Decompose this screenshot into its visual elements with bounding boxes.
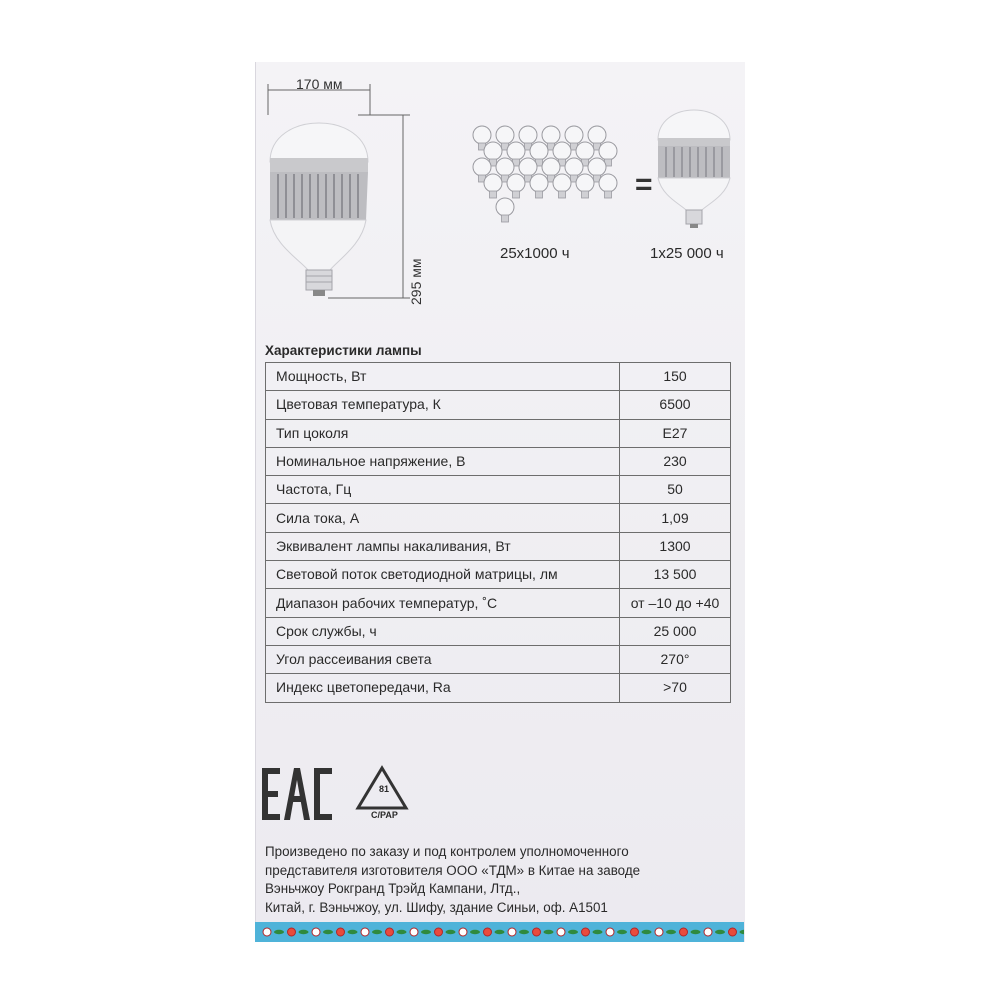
- certification-marks: [262, 760, 422, 830]
- spec-value: 6500: [620, 391, 731, 419]
- table-row: [266, 363, 731, 391]
- spec-name: Срок службы, ч: [266, 617, 620, 645]
- bulb-icon: [258, 70, 418, 310]
- recycle-material: C/PAP: [371, 810, 398, 820]
- spec-name: Эквивалент лампы накаливания, Вт: [266, 532, 620, 560]
- specs-table: [265, 362, 731, 703]
- bulbs-comparison-graphic: [460, 95, 745, 240]
- ornament-border: [255, 922, 744, 942]
- spec-value: 150: [620, 363, 731, 391]
- spec-name: Мощность, Вт: [266, 363, 620, 391]
- spec-value: от –10 до +40: [620, 589, 731, 617]
- eac-mark-icon: [262, 768, 332, 820]
- height-dimension-label: 295 мм: [408, 258, 424, 305]
- table-row: [266, 561, 731, 589]
- ornament-icon: [255, 922, 744, 942]
- manufacturer-line: Китай, г. Вэньчжоу, ул. Шифу, здание Синьи, оф. А1501: [265, 899, 608, 915]
- spec-value: E27: [620, 419, 731, 447]
- manufacturer-line: Вэньчжоу Рокгранд Трэйд Кампани, Лтд.,: [265, 881, 521, 897]
- spec-value: 13 500: [620, 561, 731, 589]
- spec-value: >70: [620, 674, 731, 702]
- spec-name: Цветовая температура, К: [266, 391, 620, 419]
- table-row: [266, 447, 731, 475]
- spec-name: Световой поток светодиодной матрицы, лм: [266, 561, 620, 589]
- lifespan-comparison: [460, 95, 745, 270]
- spec-name: Диапазон рабочих температур, ˚С: [266, 589, 620, 617]
- width-dimension-label: 170 мм: [296, 76, 343, 92]
- equals-sign: =: [635, 168, 653, 201]
- manufacturer-line: представителя изготовителя ООО «ТДМ» в Китае на заводе: [265, 862, 641, 878]
- manufacturer-info: [265, 843, 735, 917]
- spec-value: 270°: [620, 645, 731, 673]
- table-row: [266, 645, 731, 673]
- spec-name: Номинальное напряжение, В: [266, 447, 620, 475]
- table-row: [266, 532, 731, 560]
- recycle-code: 81: [379, 784, 390, 794]
- manufacturer-line: Произведено по заказу и под контролем уполномоченного: [265, 844, 629, 859]
- lamp-dimension-drawing: [258, 70, 424, 310]
- spec-name: Индекс цветопередачи, Ra: [266, 674, 620, 702]
- specs-title: Характеристики лампы: [265, 343, 422, 358]
- table-row: [266, 419, 731, 447]
- table-row: [266, 391, 731, 419]
- spec-value: 1300: [620, 532, 731, 560]
- spec-value: 25 000: [620, 617, 731, 645]
- table-row: [266, 674, 731, 702]
- table-row: [266, 476, 731, 504]
- spec-value: 50: [620, 476, 731, 504]
- spec-value: 230: [620, 447, 731, 475]
- spec-name: Сила тока, А: [266, 504, 620, 532]
- spec-name: Частота, Гц: [266, 476, 620, 504]
- many-bulbs-label: 25x1000 ч: [500, 245, 570, 262]
- one-lamp-label: 1x25 000 ч: [650, 245, 724, 262]
- table-row: [266, 589, 731, 617]
- lamp-icon: [658, 110, 730, 228]
- table-row: [266, 504, 731, 532]
- many-small-bulbs-icon: [473, 126, 617, 222]
- table-row: [266, 617, 731, 645]
- spec-name: Угол рассеивания света: [266, 645, 620, 673]
- spec-value: 1,09: [620, 504, 731, 532]
- spec-name: Тип цоколя: [266, 419, 620, 447]
